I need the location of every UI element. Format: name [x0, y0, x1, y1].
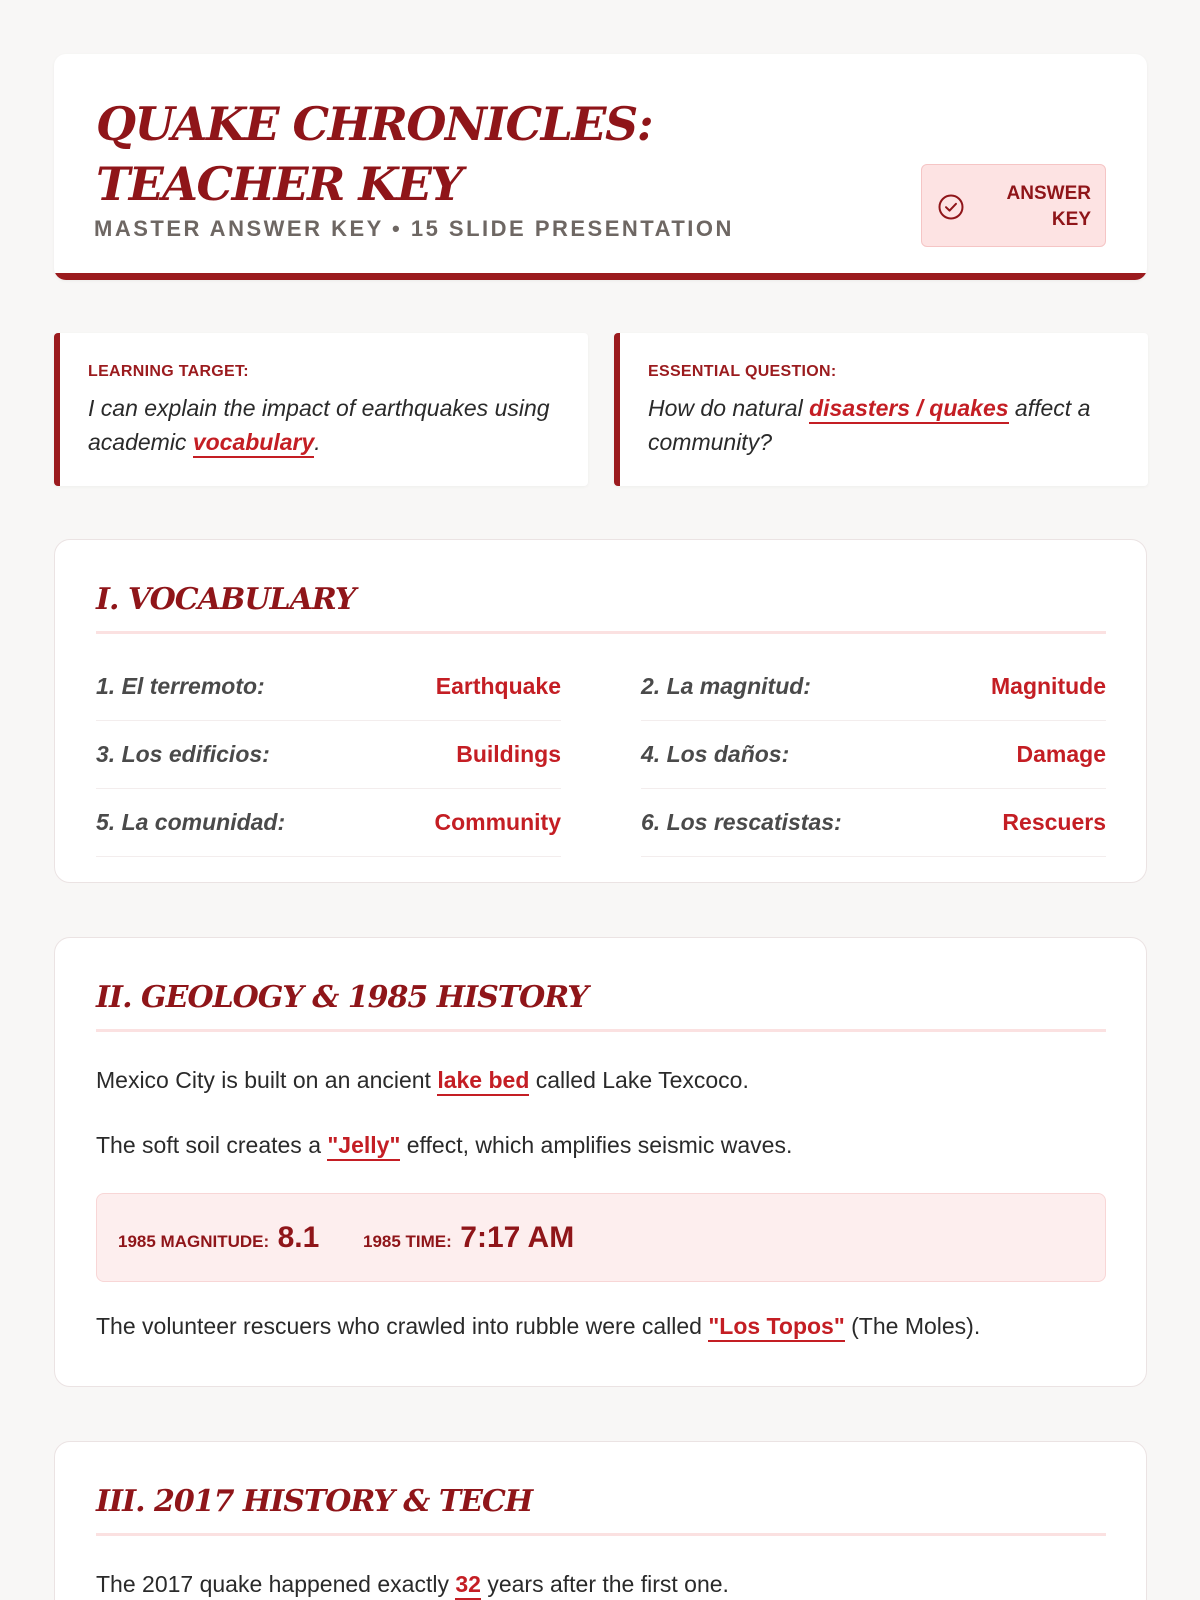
vocab-term: 2. La magnitud:	[641, 673, 811, 699]
vocab-row	[96, 721, 561, 789]
history-p1-before: The 2017 quake happened exactly	[96, 1571, 456, 1597]
vocab-answer: Buildings	[456, 741, 561, 767]
page-subtitle: MASTER ANSWER KEY • 15 SLIDE PRESENTATION	[94, 216, 734, 241]
magnitude-label: 1985 MAGNITUDE:	[118, 1232, 270, 1251]
learning-target-text	[88, 391, 568, 459]
essential-question-label: ESSENTIAL QUESTION:	[648, 363, 837, 380]
badge-label: ANSWER KEY	[1006, 183, 1091, 230]
vocab-term: 1. El terremoto:	[96, 673, 265, 699]
geology-p1-after: called Lake Texcoco.	[529, 1067, 749, 1093]
geology-p2-before: The soft soil creates a	[96, 1132, 328, 1158]
geology-paragraph-1	[96, 1064, 1106, 1096]
time-stat	[363, 1221, 574, 1255]
page-title: QUAKE CHRONICLES: TEACHER KEY	[96, 97, 653, 211]
vocab-row	[96, 789, 561, 857]
geology-p2-answer: "Jelly"	[327, 1132, 400, 1161]
geology-title: II. GEOLOGY & 1985 HISTORY	[96, 980, 1106, 1032]
history-2017-title: III. 2017 HISTORY & TECH	[96, 1484, 1106, 1536]
learning-target-text-after: .	[314, 429, 321, 455]
history-2017-section	[54, 1441, 1147, 1600]
answer-key-badge	[921, 164, 1106, 247]
essential-question-card	[614, 333, 1148, 486]
vocab-answer: Earthquake	[435, 673, 561, 699]
vocab-row	[641, 721, 1106, 789]
geology-p3-answer: "Los Topos"	[708, 1313, 844, 1342]
vocabulary-section	[54, 539, 1147, 883]
learning-target-card	[54, 333, 588, 486]
learning-target-label: LEARNING TARGET:	[88, 363, 249, 380]
vocab-answer: Magnitude	[991, 673, 1106, 699]
essential-question-text-after: affect a community?	[648, 395, 1091, 455]
vocab-term: 4. Los daños:	[641, 741, 790, 767]
vocab-answer: Damage	[1016, 741, 1106, 767]
geology-p3-before: The volunteer rescuers who crawled into rubble were called	[96, 1313, 709, 1339]
geology-p3-after: (The Moles).	[844, 1313, 981, 1339]
vocab-row	[641, 653, 1106, 721]
geology-p1-before: Mexico City is built on an ancient	[96, 1067, 438, 1093]
geology-paragraph-3	[96, 1310, 1106, 1342]
vocab-row	[96, 653, 561, 721]
essential-question-answer: disasters / quakes	[809, 395, 1008, 424]
time-label: 1985 TIME:	[363, 1232, 452, 1251]
header-card	[54, 54, 1147, 280]
learning-target-text-before: I can explain the impact of earthquakes using academic	[88, 395, 550, 455]
vocab-term: 3. Los edificios:	[96, 741, 270, 767]
geology-paragraph-2	[96, 1129, 1106, 1161]
vocab-row	[641, 789, 1106, 857]
vocab-answer: Rescuers	[1002, 809, 1106, 835]
history-p1-after: years after the first one.	[480, 1571, 729, 1597]
geology-p2-after: effect, which amplifies seismic waves.	[400, 1132, 793, 1158]
essential-question-text	[648, 391, 1128, 459]
vocab-answer: Community	[434, 809, 561, 835]
vocab-term: 5. La comunidad:	[96, 809, 286, 835]
history-p1-answer: 32	[455, 1571, 481, 1600]
vocabulary-grid	[96, 653, 1106, 857]
check-circle-icon	[937, 193, 965, 221]
geology-section	[54, 937, 1147, 1387]
vocabulary-title: I. VOCABULARY	[96, 582, 1106, 634]
learning-target-answer: vocabulary	[193, 429, 314, 458]
magnitude-stat	[118, 1221, 319, 1255]
vocab-term: 6. Los rescatistas:	[641, 809, 842, 835]
stats-box	[96, 1193, 1106, 1282]
geology-p1-answer: lake bed	[437, 1067, 529, 1096]
history-2017-paragraph-1	[96, 1568, 1106, 1600]
time-value: 7:17 AM	[460, 1221, 575, 1254]
magnitude-value: 8.1	[277, 1221, 320, 1254]
essential-question-text-before: How do natural	[648, 395, 810, 421]
